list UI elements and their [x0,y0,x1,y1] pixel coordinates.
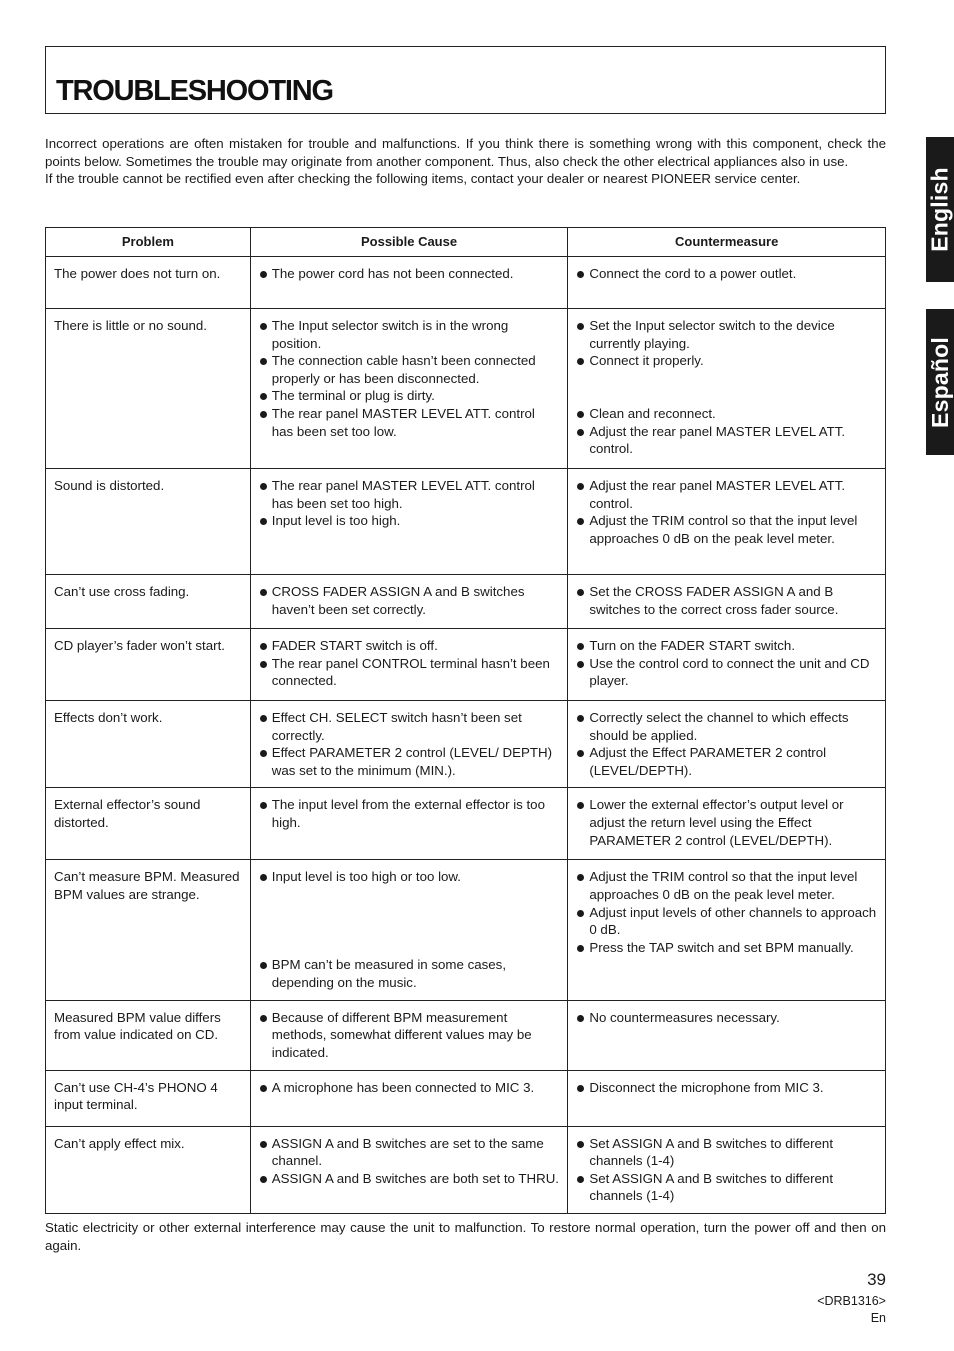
cause-item: The connection cable hasn’t been connected properly or has been disconnected. [259,352,560,387]
header-countermeasure: Countermeasure [568,228,886,257]
measure-item: Set the CROSS FADER ASSIGN A and B switches to the correct cross fader source. [576,583,877,618]
page-title: TROUBLESHOOTING [56,75,333,107]
cause-item: BPM can’t be measured in some cases, depending on the music. [259,956,560,991]
cause-cell [250,1126,568,1213]
measure-item: Adjust the TRIM control so that the input level approaches 0 dB on the peak level meter. [576,868,877,903]
cause-item: ASSIGN A and B switches are both set to THRU. [259,1170,560,1188]
measure-item: Use the control cord to connect the unit and CD player. [576,655,877,690]
cause-cell [250,860,568,1000]
cause-cell [250,701,568,788]
table-row [46,575,886,629]
problem-cell: Can’t use CH-4’s PHONO 4 input terminal. [46,1070,251,1126]
intro-paragraph: Incorrect operations are often mistaken for trouble and malfunctions. If you think there is something wrong with this component, check the points below. Sometimes the trouble may originate from another component. Thus, also check the other electrical appliances also in use. [45,136,886,169]
problem-cell: Measured BPM value differs from value indicated on CD. [46,1000,251,1070]
measure-cell [568,1126,886,1213]
measure-item: Adjust input levels of other channels to approach 0 dB. [576,904,877,939]
tab-english-label: English [926,167,953,252]
measure-item: Turn on the FADER START switch. [576,637,877,655]
header-problem: Problem [46,228,251,257]
measure-cell [568,257,886,309]
measure-cell [568,629,886,701]
doc-code-block [817,1293,886,1326]
problem-cell: Can’t apply effect mix. [46,1126,251,1213]
measure-item: Set ASSIGN A and B switches to different channels (1-4) [576,1135,877,1170]
table-row [46,1070,886,1126]
page-number: 39 [867,1270,886,1289]
header-possible-cause: Possible Cause [250,228,568,257]
measure-item: Press the TAP switch and set BPM manually. [576,939,877,957]
cause-item: The Input selector switch is in the wrong position. [259,317,560,352]
cause-cell [250,1000,568,1070]
measure-cell [568,309,886,469]
cause-item: The power cord has not been connected. [259,265,560,283]
table-row [46,860,886,1000]
cause-item: The rear panel MASTER LEVEL ATT. control has been set too high. [259,477,560,512]
table-row [46,309,886,469]
measure-item: Adjust the Effect PARAMETER 2 control (LEVEL/DEPTH). [576,744,877,779]
footnote: Static electricity or other external interference may cause the unit to malfunction. To restore normal operation, turn the power off and then on again. [45,1220,886,1253]
cause-cell [250,469,568,575]
tab-espanol[interactable] [926,309,954,455]
problem-cell: Can’t measure BPM. Measured BPM values are strange. [46,860,251,1000]
measure-item: Correctly select the channel to which effects should be applied. [576,709,877,744]
cause-item: Input level is too high. [259,512,560,530]
cause-item: The terminal or plug is dirty. [259,387,560,405]
cause-item: Effect PARAMETER 2 control (LEVEL/ DEPTH) was set to the minimum (MIN.). [259,744,560,779]
table-row [46,1000,886,1070]
table-row [46,257,886,309]
measure-cell [568,860,886,1000]
measure-cell [568,701,886,788]
measure-item: Set ASSIGN A and B switches to different channels (1-4) [576,1170,877,1205]
cause-cell [250,1070,568,1126]
table-row [46,1126,886,1213]
cause-item: Effect CH. SELECT switch hasn’t been set correctly. [259,709,560,744]
cause-cell [250,575,568,629]
measure-item: Connect the cord to a power outlet. [576,265,877,283]
cause-item: A microphone has been connected to MIC 3. [259,1079,560,1097]
cause-item: ASSIGN A and B switches are set to the same channel. [259,1135,560,1170]
tab-english[interactable] [926,137,954,282]
measure-cell [568,1000,886,1070]
lang-code: En [870,1310,886,1325]
intro-text [45,135,886,188]
cause-item: CROSS FADER ASSIGN A and B switches haven’t been set correctly. [259,583,560,618]
measure-item: Lower the external effector’s output level or adjust the return level using the Effect PARAMETER 2 control (LEVEL/DEPTH). [576,796,877,849]
table-row [46,701,886,788]
measure-item: Clean and reconnect. [576,405,877,423]
cause-item: The rear panel MASTER LEVEL ATT. control has been set too low. [259,405,560,440]
table-row [46,469,886,575]
cause-item: The rear panel CONTROL terminal hasn’t been connected. [259,655,560,690]
cause-item: FADER START switch is off. [259,637,560,655]
doc-code: <DRB1316> [817,1294,886,1308]
table-header-row [46,228,886,257]
problem-cell: There is little or no sound. [46,309,251,469]
problem-cell: External effector’s sound distorted. [46,788,251,860]
measure-item: Adjust the TRIM control so that the input level approaches 0 dB on the peak level meter. [576,512,877,547]
tab-espanol-label: Español [926,336,953,428]
measure-item: Connect it properly. [576,352,877,370]
problem-cell: CD player’s fader won’t start. [46,629,251,701]
cause-item: The input level from the external effector is too high. [259,796,560,831]
measure-item: No countermeasures necessary. [576,1009,877,1027]
measure-cell [568,788,886,860]
problem-cell: Effects don’t work. [46,701,251,788]
intro-paragraph: If the trouble cannot be rectified even after checking the following items, contact your dealer or nearest PIONEER service center. [45,171,801,187]
measure-cell [568,1070,886,1126]
title-box [45,46,886,114]
problem-cell: Can’t use cross fading. [46,575,251,629]
cause-cell [250,629,568,701]
table-row [46,788,886,860]
cause-item: Because of different BPM measurement methods, somewhat different values may be indicated. [259,1009,560,1062]
measure-item: Set the Input selector switch to the device currently playing. [576,317,877,352]
measure-cell [568,575,886,629]
measure-item: Adjust the rear panel MASTER LEVEL ATT. control. [576,477,877,512]
cause-item: Input level is too high or too low. [259,868,560,886]
table-row [46,629,886,701]
measure-item: Disconnect the microphone from MIC 3. [576,1079,877,1097]
problem-cell: Sound is distorted. [46,469,251,575]
cause-cell [250,257,568,309]
troubleshooting-table [45,227,886,1214]
cause-cell [250,788,568,860]
measure-item: Adjust the rear panel MASTER LEVEL ATT. control. [576,423,877,458]
cause-cell [250,309,568,469]
measure-cell [568,469,886,575]
problem-cell: The power does not turn on. [46,257,251,309]
